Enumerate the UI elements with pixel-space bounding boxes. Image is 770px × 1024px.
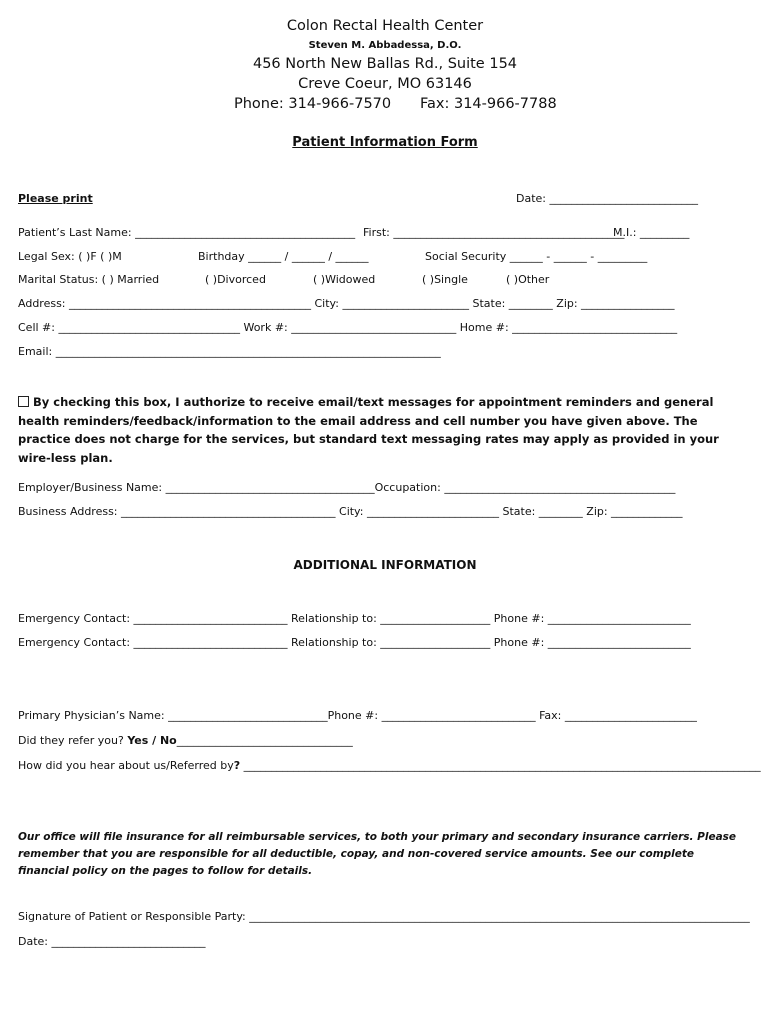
practice-fax: Fax: 314-966-7788 <box>420 96 557 112</box>
last-name-field[interactable]: Patient’s Last Name: ________________________________________ <box>18 226 356 239</box>
referral-line[interactable]: ________________________________ <box>176 734 353 747</box>
practice-phone: Phone: 314-966-7570 <box>234 96 392 112</box>
doctor-name: Steven M. Abbadessa, D.O. <box>308 40 462 51</box>
referred-by-question-mark: ? <box>233 759 241 772</box>
employer-row[interactable]: Employer/Business Name: ______________________________________Occupation: __________________________________________ <box>18 481 676 494</box>
marital-status-single[interactable]: ( )Single <box>422 273 468 286</box>
referred-by-label: How did you hear about us/Referred by <box>18 759 234 772</box>
please-print-label: Please print <box>18 192 93 205</box>
marital-status-other[interactable]: ( )Other <box>506 273 550 286</box>
emergency-contact-row[interactable]: Emergency Contact: ____________________________ Relationship to: ____________________ Phone #: __________________________ <box>18 636 691 649</box>
consent-checkbox[interactable] <box>18 396 29 407</box>
referral-question: Did they refer you? <box>18 734 124 747</box>
signature-date-field[interactable]: Date: ____________________________ <box>18 935 206 948</box>
email-field[interactable]: Email: ______________________________________________________________________ <box>18 345 441 358</box>
emergency-contact-row[interactable]: Emergency Contact: ____________________________ Relationship to: ____________________ Phone #: __________________________ <box>18 612 691 625</box>
birthday-field[interactable]: Birthday ______ / ______ / ______ <box>198 250 369 263</box>
form-title: Patient Information Form <box>292 135 478 150</box>
marital-status-divorced[interactable]: ( )Divorced <box>205 273 266 286</box>
insurance-note: Our office will file insurance for all reimbursable services, to both your primary and secondary insurance carriers. Please remember that you are responsible for all deductible, copay, and non-covered service amounts. See our complete financial policy on the pages to follow for details. <box>18 831 737 877</box>
date-field[interactable]: Date: ___________________________ <box>516 192 698 205</box>
practice-name: Colon Rectal Health Center <box>286 18 484 34</box>
practice-address-line1: 456 North New Ballas Rd., Suite 154 <box>252 56 518 72</box>
phone-numbers-row[interactable]: Cell #: _________________________________ Work #: ______________________________ Home #: ______________________________ <box>18 321 678 334</box>
consent-section <box>18 393 748 467</box>
referral-row[interactable] <box>18 734 353 747</box>
referred-by-line[interactable]: ______________________________________________________________________________________________ <box>243 759 761 772</box>
marital-status-widowed[interactable]: ( )Widowed <box>313 273 376 286</box>
additional-information-heading: ADDITIONAL INFORMATION <box>293 558 477 572</box>
referred-by-row[interactable] <box>18 759 761 772</box>
marital-status-married[interactable]: Marital Status: ( ) Married <box>18 273 160 286</box>
practice-address-line2: Creve Coeur, MO 63146 <box>298 76 472 92</box>
consent-text: By checking this box, I authorize to receive email/text messages for appointment reminders and general health reminders/feedback/information to the email address and cell number you have given above. The practice does not charge for the services, but standard text messaging rates may apply as provided in your wire-less plan. <box>18 395 719 465</box>
social-security-field[interactable]: Social Security ______ - ______ - _________ <box>425 250 648 263</box>
signature-field[interactable]: Signature of Patient or Responsible Party: ___________________________________________________________________________________________ <box>18 910 750 923</box>
primary-physician-row[interactable]: Primary Physician’s Name: _____________________________Phone #: ____________________________ Fax: ________________________ <box>18 709 697 722</box>
legal-sex-field[interactable]: Legal Sex: ( )F ( )M <box>18 250 122 263</box>
business-address-row[interactable]: Business Address: _______________________________________ City: ________________________ State: ________ Zip: _____________ <box>18 505 683 518</box>
referral-answer-options[interactable]: Yes / No <box>127 734 177 747</box>
first-name-field[interactable]: First: __________________________________________ <box>363 226 625 239</box>
middle-initial-field[interactable]: M.I.: _________ <box>613 226 690 239</box>
address-row[interactable]: Address: ____________________________________________ City: _______________________ State: ________ Zip: _________________ <box>18 297 675 310</box>
